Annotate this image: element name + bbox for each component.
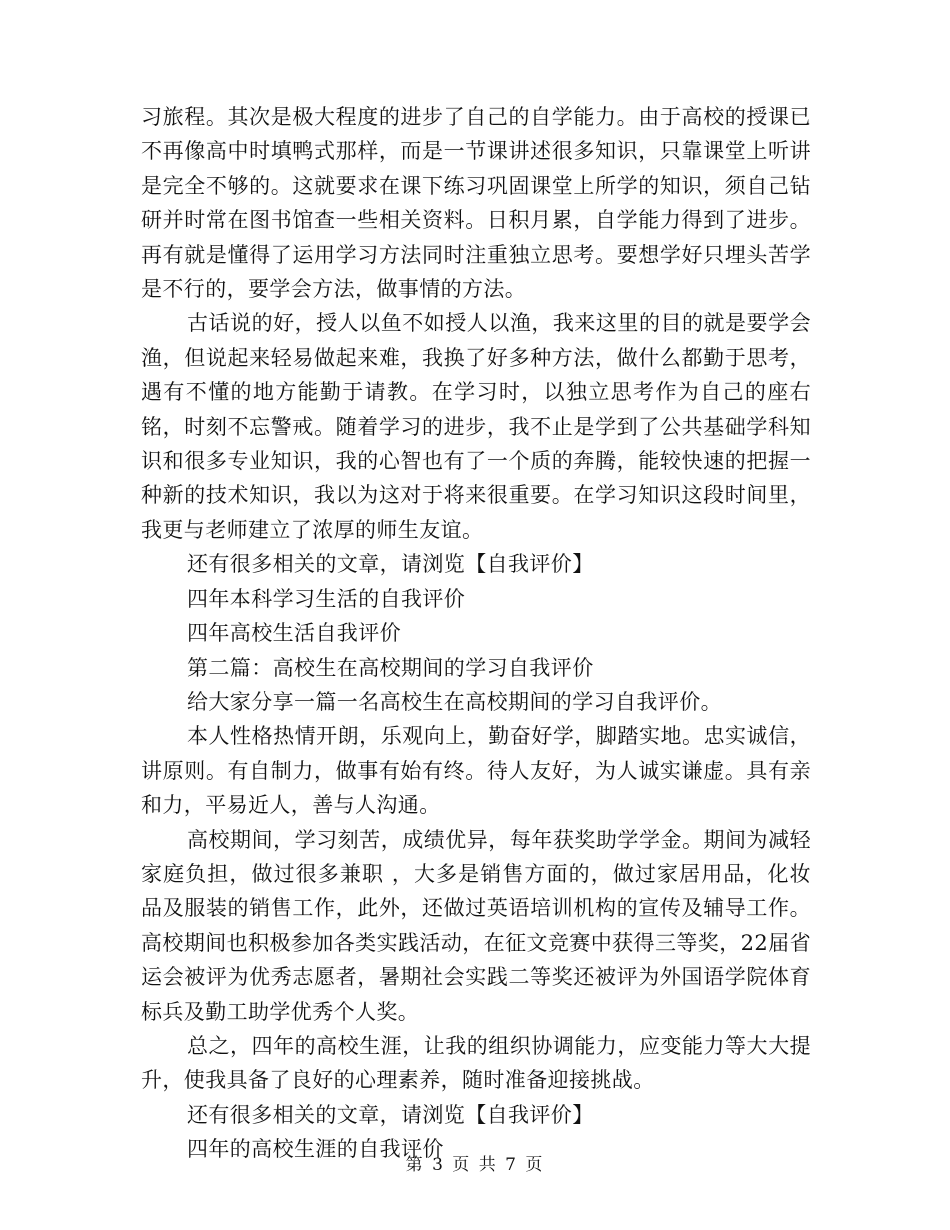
- document-body: [141, 100, 811, 1167]
- paragraph: 总之，四年的高校生涯，让我的组织协调能力，应变能力等大大提升，使我具备了良好的心理素养，随时准备迎接挑战。: [141, 1033, 811, 1093]
- related-article-title[interactable]: 四年本科学习生活的自我评价: [187, 586, 466, 611]
- related-articles-link[interactable]: 还有很多相关的文章，请浏览【自我评价】: [187, 1102, 594, 1127]
- paragraph: 本人性格热情开朗，乐观向上，勤奋好学，脚踏实地。忠实诚信，讲原则。有自制力，做事有始有终。待人友好，为人诚实谦虚。具有亲和力，平易近人，善与人沟通。: [141, 724, 811, 818]
- related-article-title[interactable]: 四年高校生活自我评价: [187, 621, 401, 646]
- paragraph: 给大家分享一篇一名高校生在高校期间的学习自我评价。: [187, 689, 722, 714]
- related-articles-link[interactable]: 还有很多相关的文章，请浏览【自我评价】: [187, 552, 594, 577]
- paragraph-continuation: 习旅程。其次是极大程度的进步了自己的自学能力。由于高校的授课已不再像高中时填鸭式那样，而是一节课讲述很多知识，只靠课堂上听讲是完全不够的。这就要求在课下练习巩固课堂上所学的知识，须自己钻研并时常在图书馆查一些相关资料。日积月累，自学能力得到了进步。再有就是懂得了运用学习方法同时注重独立思考。要想学好只埋头苦学是不行的，要学会方法，做事情的方法。: [141, 105, 811, 302]
- paragraph: 古话说的好，授人以鱼不如授人以渔，我来这里的目的就是要学会渔，但说起来轻易做起来难，我换了好多种方法，做什么都勤于思考，遇有不懂的地方能勤于请教。在学习时，以独立思考作为自己的座右铭，时刻不忘警戒。随着学习的进步，我不止是学到了公共基础学科知识和很多专业知识，我的心智也有了一个质的奔腾，能较快速的把握一种新的技术知识，我以为这对于将来很重要。在学习知识这段时间里，我更与老师建立了浓厚的师生友谊。: [141, 311, 811, 542]
- section-heading: 第二篇：高校生在高校期间的学习自我评价: [187, 655, 594, 680]
- related-article-title[interactable]: 四年的高校生涯的自我评价: [187, 1137, 444, 1162]
- paragraph: 高校期间，学习刻苦，成绩优异，每年获奖助学学金。期间为减轻家庭负担，做过很多兼职 ，大多是销售方面的，做过家居用品，化妆品及服装的销售工作，此外，还做过英语培训机构的宣传及辅导工作。高校期间也积极参加各类实践活动，在征文竞赛中获得三等奖，22届省运会被评为优秀志愿者，暑期社会实践二等奖还被评为外国语学院体育标兵及勤工助学优秀个人奖。: [141, 827, 811, 1024]
- page-number-footer: 第 3 页 共 7 页: [405, 1155, 545, 1175]
